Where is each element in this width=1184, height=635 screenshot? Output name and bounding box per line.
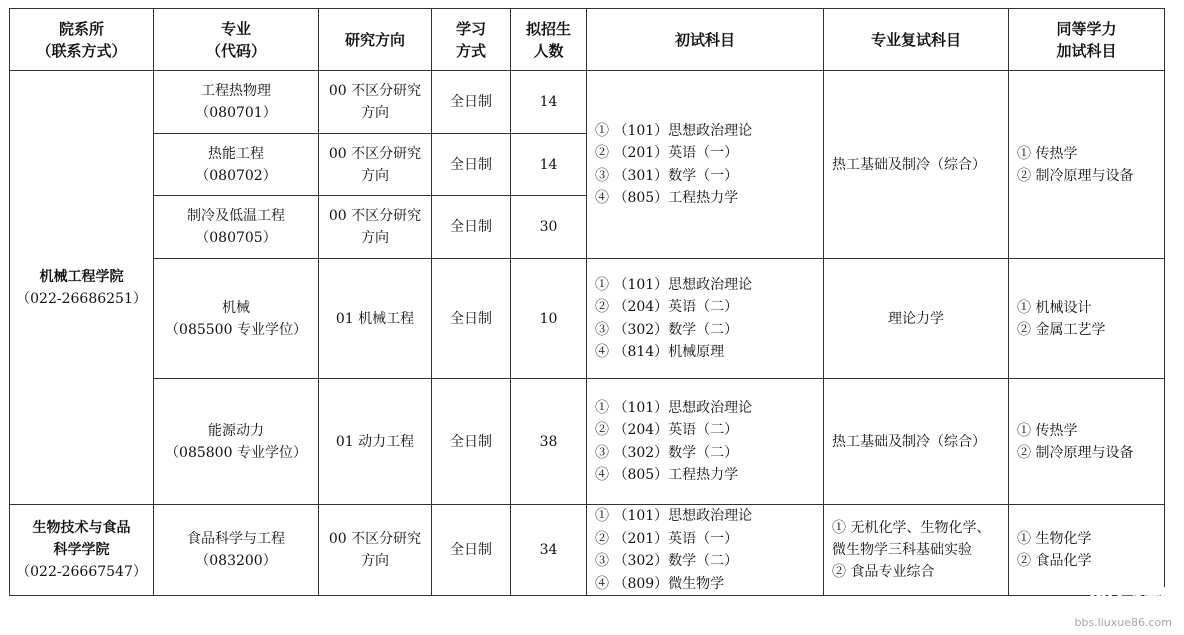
mode-cell: 全日制 (432, 196, 511, 259)
header-row (10, 9, 1165, 71)
mode-cell: 全日制 (432, 379, 511, 505)
header-study-mode: 学习 方式 (432, 9, 511, 71)
direction-cell: 01 动力工程 (319, 379, 432, 505)
quota-cell: 10 (511, 259, 587, 379)
table-row (10, 259, 1165, 379)
mode-cell: 全日制 (432, 71, 511, 134)
mode-cell: 全日制 (432, 505, 511, 596)
quota-cell: 14 (511, 134, 587, 196)
mode-cell: 全日制 (432, 134, 511, 196)
exam-subjects-cell: ① （101）思想政治理论 ② （204）英语（二） ③ （302）数学（二） ④ （805）工程热力学 (587, 379, 824, 505)
quota-cell: 14 (511, 71, 587, 134)
major-cell: 能源动力 （085800 专业学位） (154, 379, 319, 505)
extra-subjects-cell: ① 传热学 ② 制冷原理与设备 (1009, 379, 1165, 505)
college-cell (10, 71, 154, 505)
header-first-exam: 初试科目 (587, 9, 824, 71)
exam-subjects-cell: ① （101）思想政治理论 ② （204）英语（二） ③ （302）数学（二） ④ （814）机械原理 (587, 259, 824, 379)
major-cell: 制冷及低温工程 （080705） (154, 196, 319, 259)
watermark-url: bbs.liuxue86.com (1074, 616, 1172, 629)
direction-cell: 00 不区分研究 方向 (319, 134, 432, 196)
retest-subject-cell: 热工基础及制冷（综合） (824, 71, 1009, 259)
direction-cell: 01 机械工程 (319, 259, 432, 379)
major-cell: 食品科学与工程 （083200） (154, 505, 319, 596)
major-cell: 工程热物理 （080701） (154, 71, 319, 134)
extra-subjects-cell: ① 传热学 ② 制冷原理与设备 (1009, 71, 1165, 259)
direction-cell: 00 不区分研究 方向 (319, 505, 432, 596)
major-cell: 热能工程 （080702） (154, 134, 319, 196)
header-college: 院系所 （联系方式） (10, 9, 154, 71)
exam-subjects-cell: ① （101）思想政治理论 ② （201）英语（一） ③ （301）数学（一） ④ （805）工程热力学 (587, 71, 824, 259)
header-quota: 拟招生 人数 (511, 9, 587, 71)
retest-subject-cell: 理论力学 (824, 259, 1009, 379)
college-phone: （022-26667547） (16, 564, 147, 580)
retest-subject-cell: ① 无机化学、生物化学、 微生物学三科基础实验 ② 食品专业综合 (824, 505, 1009, 596)
table-row (10, 379, 1165, 505)
direction-cell: 00 不区分研究 方向 (319, 71, 432, 134)
college-phone: （022-26686251） (16, 290, 147, 307)
mode-cell: 全日制 (432, 259, 511, 379)
college-name: 生物技术与食品 (32, 520, 131, 536)
quota-cell: 34 (511, 505, 587, 596)
table-row (10, 71, 1165, 134)
table-row (10, 505, 1165, 596)
retest-subject-cell: 热工基础及制冷（综合） (824, 379, 1009, 505)
header-extra-exam: 同等学力 加试科目 (1009, 9, 1165, 71)
extra-subjects-cell: ① 机械设计 ② 金属工艺学 (1009, 259, 1165, 379)
college-name: 机械工程学院 (39, 268, 124, 285)
site-watermark (1074, 588, 1172, 629)
quota-cell: 30 (511, 196, 587, 259)
watermark-logo: 留学群 (1087, 587, 1172, 617)
admissions-table (9, 8, 1165, 596)
college-cell (10, 505, 154, 596)
header-retest: 专业复试科目 (824, 9, 1009, 71)
college-name: 科学学院 (53, 542, 110, 558)
quota-cell: 38 (511, 379, 587, 505)
direction-cell: 00 不区分研究 方向 (319, 196, 432, 259)
exam-subjects-cell: ① （101）思想政治理论 ② （201）英语（一） ③ （302）数学（二） ④ （809）微生物学 (587, 505, 824, 596)
major-cell: 机械 （085500 专业学位） (154, 259, 319, 379)
extra-subjects-cell: ① 生物化学 ② 食品化学 (1009, 505, 1165, 596)
header-direction: 研究方向 (319, 9, 432, 71)
header-major: 专业 （代码） (154, 9, 319, 71)
